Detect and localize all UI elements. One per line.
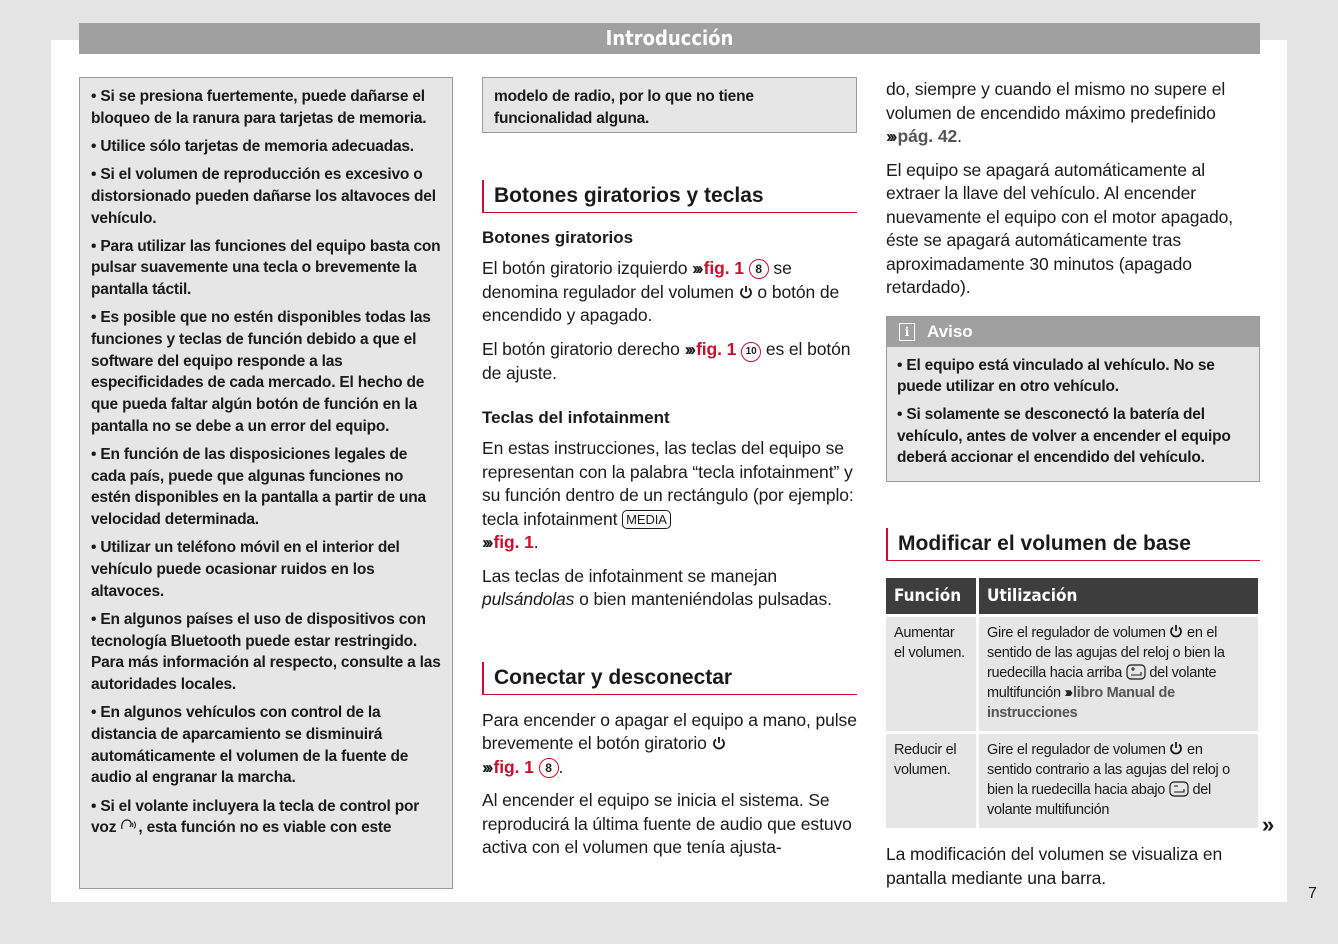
- page-link[interactable]: pág. 42: [897, 126, 958, 146]
- note-item: • El equipo está vinculado al vehículo. No se puede utilizar en otro vehículo.: [897, 356, 1215, 396]
- right-content: [886, 78, 1260, 900]
- note-title: Aviso: [927, 321, 973, 341]
- warning-item: • Utilizar un teléfono móvil en el interior del vehículo puede ocasionar ruidos en los altavoces.: [91, 539, 400, 600]
- callout-number: 8: [539, 758, 559, 778]
- info-icon: i: [899, 323, 915, 341]
- fig-link[interactable]: fig. 1: [493, 532, 534, 552]
- warning-item: [91, 796, 442, 839]
- fig-link[interactable]: fig. 1: [703, 258, 744, 278]
- paragraph: En estas instrucciones, las teclas del equipo se representan con la palabra “tecla infotainment” y su función dentro de un rectángulo (por ejemplo: tecla infotainment MEDIA ››› fig. 1.: [482, 438, 854, 552]
- subtitle-botones-giratorios: Botones giratorios: [482, 228, 634, 247]
- warning-item: • Es posible que no estén disponibles todas las funciones y teclas de función debido a que el software del equipo responde a las especificidades de cada mercado. El hecho de que pueda faltar algún botón de función en la pantalla no se debe a un error del equipo.: [91, 309, 431, 435]
- ref-arrows-icon: ›››: [886, 126, 895, 146]
- voice-control-icon: [120, 819, 138, 836]
- warning-item: • Si se presiona fuertemente, puede dañarse el bloqueo de la ranura para tarjetas de memoria.: [91, 88, 427, 127]
- callout-number: 10: [741, 342, 761, 362]
- power-icon: [712, 736, 726, 750]
- warning-box-continuation: [482, 77, 857, 133]
- warning-item-text: , esta función no es viable con este: [138, 819, 392, 837]
- section-title-botones: Botones giratorios y teclas: [482, 180, 857, 213]
- warning-item: • Utilice sólo tarjetas de memoria adecuadas.: [91, 137, 414, 155]
- paragraph: El equipo se apagará automáticamente al extraer la llave del vehículo. Al encender nuevamente el equipo con el motor apagado, éste se apagará automáticamente tras aproximadamente 30 minutos (apagado retardado).: [886, 159, 1234, 297]
- note-header: [887, 317, 1259, 347]
- cell-function: Reducir el volumen.: [886, 734, 976, 828]
- column-header-funcion: Función: [886, 578, 976, 614]
- note-body: [887, 347, 1259, 482]
- middle-content: [482, 180, 857, 870]
- ref-arrows-icon: ›››: [482, 532, 491, 552]
- paragraph: Las teclas de infotainment se manejan pulsándolas o bien manteniéndolas pulsadas.: [482, 565, 832, 609]
- ref-arrows-icon: ›››: [684, 338, 694, 359]
- note-box: [886, 316, 1260, 483]
- media-key-label: MEDIA: [622, 510, 671, 529]
- cell-function: Aumentar el volumen.: [886, 617, 976, 731]
- warning-box: [79, 77, 453, 889]
- wheel-up-icon: [1126, 664, 1146, 680]
- table-header-row: [886, 578, 1258, 614]
- warning-item: • En algunos vehículos con control de la distancia de aparcamiento se disminuirá automáticamente el volumen de la fuente de audio al engranar la marcha.: [91, 704, 409, 787]
- warning-item: • Si el volumen de reproducción es excesivo o distorsionado pueden dañarse los altavoces del vehículo.: [91, 166, 436, 227]
- warning-item: • Para utilizar las funciones del equipo basta con pulsar suavemente una tecla o brevemente la pantalla táctil.: [91, 237, 441, 299]
- wheel-down-icon: [1169, 781, 1189, 797]
- power-icon: [739, 285, 753, 299]
- note-item: • Si solamente se desconectó la batería del vehículo, antes de volver a encender el equipo deberá accionar el encendido del vehículo.: [897, 405, 1231, 467]
- paragraph: Al encender el equipo se inicia el sistema. Se reproducirá la última fuente de audio que estuvo activa con el volumen que tenía ajusta-: [482, 790, 852, 857]
- paragraph: La modificación del volumen se visualiza en pantalla mediante una barra.: [886, 844, 1223, 888]
- subtitle-teclas-infotainment: Teclas del infotainment: [482, 408, 670, 427]
- paragraph: Para encender o apagar el equipo a mano, pulse brevemente el botón giratorio ››› fig. 1 8 .: [482, 709, 857, 777]
- warning-item-text: • Si el volante incluyera la tecla de control por voz: [91, 797, 420, 837]
- ref-arrows-icon: ›››: [692, 258, 701, 278]
- chapter-header: Introducción: [79, 23, 1260, 54]
- ref-arrows-icon: ›››: [482, 756, 491, 777]
- ref-arrows-icon: ›››: [1064, 685, 1070, 702]
- paragraph: El botón giratorio izquierdo ››› fig. 1 8 se denomina regulador del volumen o botón de encendido y apagado.: [482, 258, 840, 325]
- page-number: 7: [1308, 885, 1317, 902]
- fig-link[interactable]: fig. 1: [493, 756, 534, 777]
- column-header-utilizacion: Utilización: [979, 578, 1258, 614]
- warning-item: • En algunos países el uso de dispositivos con tecnología Bluetooth puede estar restringido. Para más información al respecto, consulte a las autoridades locales.: [91, 610, 441, 694]
- paragraph: do, siempre y cuando el mismo no supere el volumen de encendido máximo predefinido ››› pág. 42.: [886, 79, 1226, 146]
- cell-usage: Gire el regulador de volumen en el sentido de las agujas del reloj o bien la ruedecilla hacia arriba del volante multifunción ››› libro Manual de instrucciones: [979, 617, 1258, 731]
- volume-table: [883, 575, 1261, 831]
- section-title-conectar: Conectar y desconectar: [482, 662, 857, 695]
- table-row: [886, 617, 1258, 731]
- power-icon: [1169, 624, 1183, 638]
- cell-usage: Gire el regulador de volumen en sentido contrario a las agujas del reloj o bien la ruedecilla hacia abajo del volante multifunción: [979, 734, 1258, 828]
- warning-item: modelo de radio, por lo que no tiene funcionalidad alguna.: [494, 88, 754, 127]
- fig-link[interactable]: fig. 1: [696, 338, 737, 359]
- section-title-volumen-base: Modificar el volumen de base: [886, 528, 1260, 561]
- table-row: [886, 734, 1258, 828]
- continue-arrow-icon: »: [1262, 812, 1275, 837]
- manual-link[interactable]: libro Manual de instrucciones: [987, 685, 1175, 722]
- paragraph: El botón giratorio derecho ››› fig. 1 10 es el botón de ajuste.: [482, 338, 851, 383]
- power-icon: [1169, 741, 1183, 755]
- warning-item: • En función de las disposiciones legales de cada país, puede que algunas funciones no estén disponibles en la pantalla a partir de una velocidad determinada.: [91, 446, 426, 529]
- callout-number: 8: [749, 259, 769, 279]
